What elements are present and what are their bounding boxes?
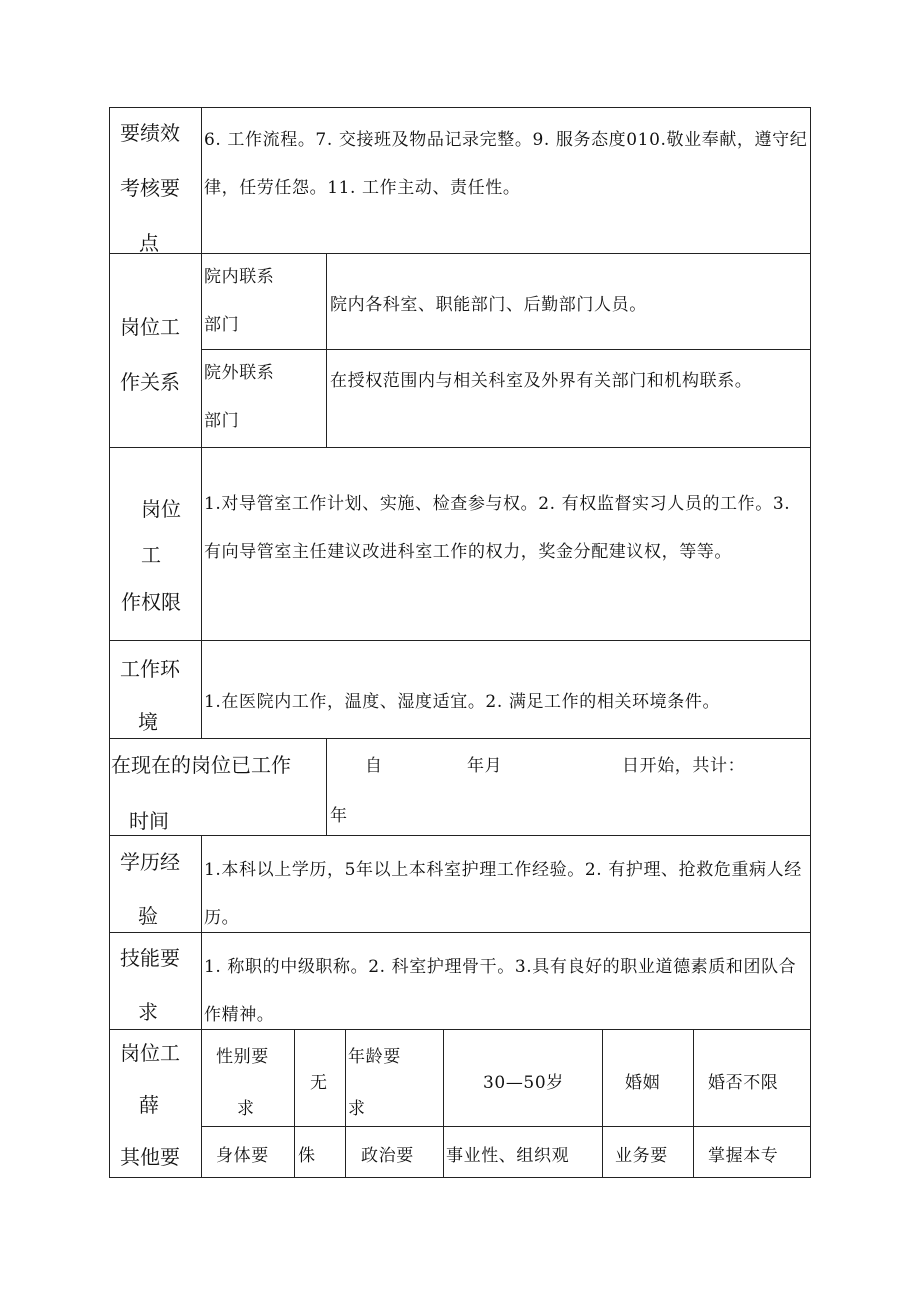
relations-label-line-1: 岗位工 [120, 315, 180, 339]
tenure-label-line-2: 时间 [129, 809, 169, 833]
table-border [201, 107, 202, 738]
table-border [810, 107, 811, 1177]
tenure-label-line-1: 在现在的岗位已工作 [111, 753, 291, 777]
tenure-day-start: 日开始，共计： [622, 756, 746, 776]
education-label-line-2: 验 [138, 904, 158, 928]
kpi-label-line-3: 点 [139, 231, 159, 255]
skills-label [109, 932, 201, 1029]
body-label: 身体要 [216, 1146, 269, 1166]
kpi-label [109, 107, 201, 253]
authority-content: 1.对导管室工作计划、实施、检查参与权。2. 有权监督实习人员的工作。3. 有向导管室主任建议改进科室工作的权力，奖金分配建议权，等等。 [204, 494, 791, 562]
kpi-content: 6. 工作流程。7. 交接班及物品记录完整。9. 服务态度010.敬业奉献，遵守纪律，任劳任怨。11. 工作主动、责任性。 [204, 130, 808, 198]
table-border [201, 1126, 811, 1127]
table-border [109, 1177, 811, 1178]
age-label-line-2: 求 [348, 1099, 366, 1119]
external-contacts-label-line-1: 院外联系 [204, 363, 275, 383]
table-border [693, 1029, 694, 1177]
kpi-label-line-1: 要绩效 [120, 121, 180, 145]
kpi-label-line-2: 考核要 [120, 176, 180, 200]
skills-content: 1. 称职的中级职称。2. 科室护理骨干。3.具有良好的职业道德素质和团队合作精神。 [204, 957, 797, 1025]
marriage-value: 婚否不限 [708, 1073, 779, 1093]
internal-contacts-label-line-2: 部门 [204, 315, 240, 335]
table-border [443, 1029, 444, 1177]
table-border [345, 1029, 346, 1177]
external-contacts-label [204, 349, 324, 447]
education-content: 1.本科以上学历，5年以上本科室护理工作经验。2. 有护理、抢救危重病人经历。 [204, 860, 802, 928]
authority-label-line-2: 工 [141, 543, 161, 567]
internal-contacts-label-line-1: 院内联系 [204, 267, 275, 287]
education-label-line-1: 学历经 [120, 850, 180, 874]
skills-label-line-2: 求 [138, 1000, 158, 1024]
environment-label-line-2: 境 [138, 710, 158, 734]
gender-label-line-1: 性别要 [216, 1047, 269, 1067]
table-border [294, 1029, 295, 1177]
external-contacts-label-line-2: 部门 [204, 411, 240, 431]
marriage-label: 婚姻 [625, 1073, 661, 1093]
environment-label-line-1: 工作环 [120, 657, 180, 681]
tenure-from: 自 [365, 756, 383, 776]
other-label-line-3: 其他要 [120, 1145, 180, 1169]
environment-label [109, 640, 201, 738]
relations-label-line-2: 作关系 [120, 370, 180, 394]
age-label-line-1: 年龄要 [348, 1047, 401, 1067]
table-border [602, 1029, 603, 1177]
body-value: 侏 [298, 1146, 316, 1166]
skills-label-line-1: 技能要 [120, 946, 180, 970]
politics-value: 事业性、组织观 [446, 1146, 570, 1166]
environment-content: 1.在医院内工作，温度、湿度适宜。2. 满足工作的相关环境条件。 [204, 692, 721, 712]
other-label [109, 1029, 201, 1177]
table-border [109, 107, 811, 108]
table-border [109, 447, 811, 448]
other-label-line-1: 岗位工 [120, 1041, 180, 1065]
tenure-label [109, 738, 326, 835]
internal-contacts-value: 院内各科室、职能部门、后勤部门人员。 [330, 295, 647, 315]
tenure-year-month: 年月 [467, 756, 503, 776]
table-border [326, 738, 327, 835]
authority-label-line-1: 岗位 [141, 497, 181, 521]
table-border [326, 253, 327, 447]
politics-label: 政治要 [361, 1146, 414, 1166]
table-border [201, 835, 202, 1177]
external-contacts-value: 在授权范围内与相关科室及外界有关部门和机构联系。 [330, 371, 753, 391]
authority-label [109, 447, 201, 640]
table-border [109, 640, 811, 641]
age-value: 30—50岁 [483, 1073, 564, 1093]
table-border [109, 835, 811, 836]
other-label-line-2: 薛 [139, 1093, 159, 1117]
business-label: 业务要 [615, 1146, 668, 1166]
internal-contacts-label [204, 253, 324, 349]
gender-value: 无 [310, 1073, 328, 1093]
education-label [109, 835, 201, 932]
relations-label [109, 253, 201, 447]
gender-label-line-2: 求 [237, 1099, 255, 1119]
business-value: 掌握本专 [708, 1146, 779, 1166]
tenure-year: 年 [330, 806, 348, 826]
authority-label-line-3: 作权限 [121, 590, 181, 614]
